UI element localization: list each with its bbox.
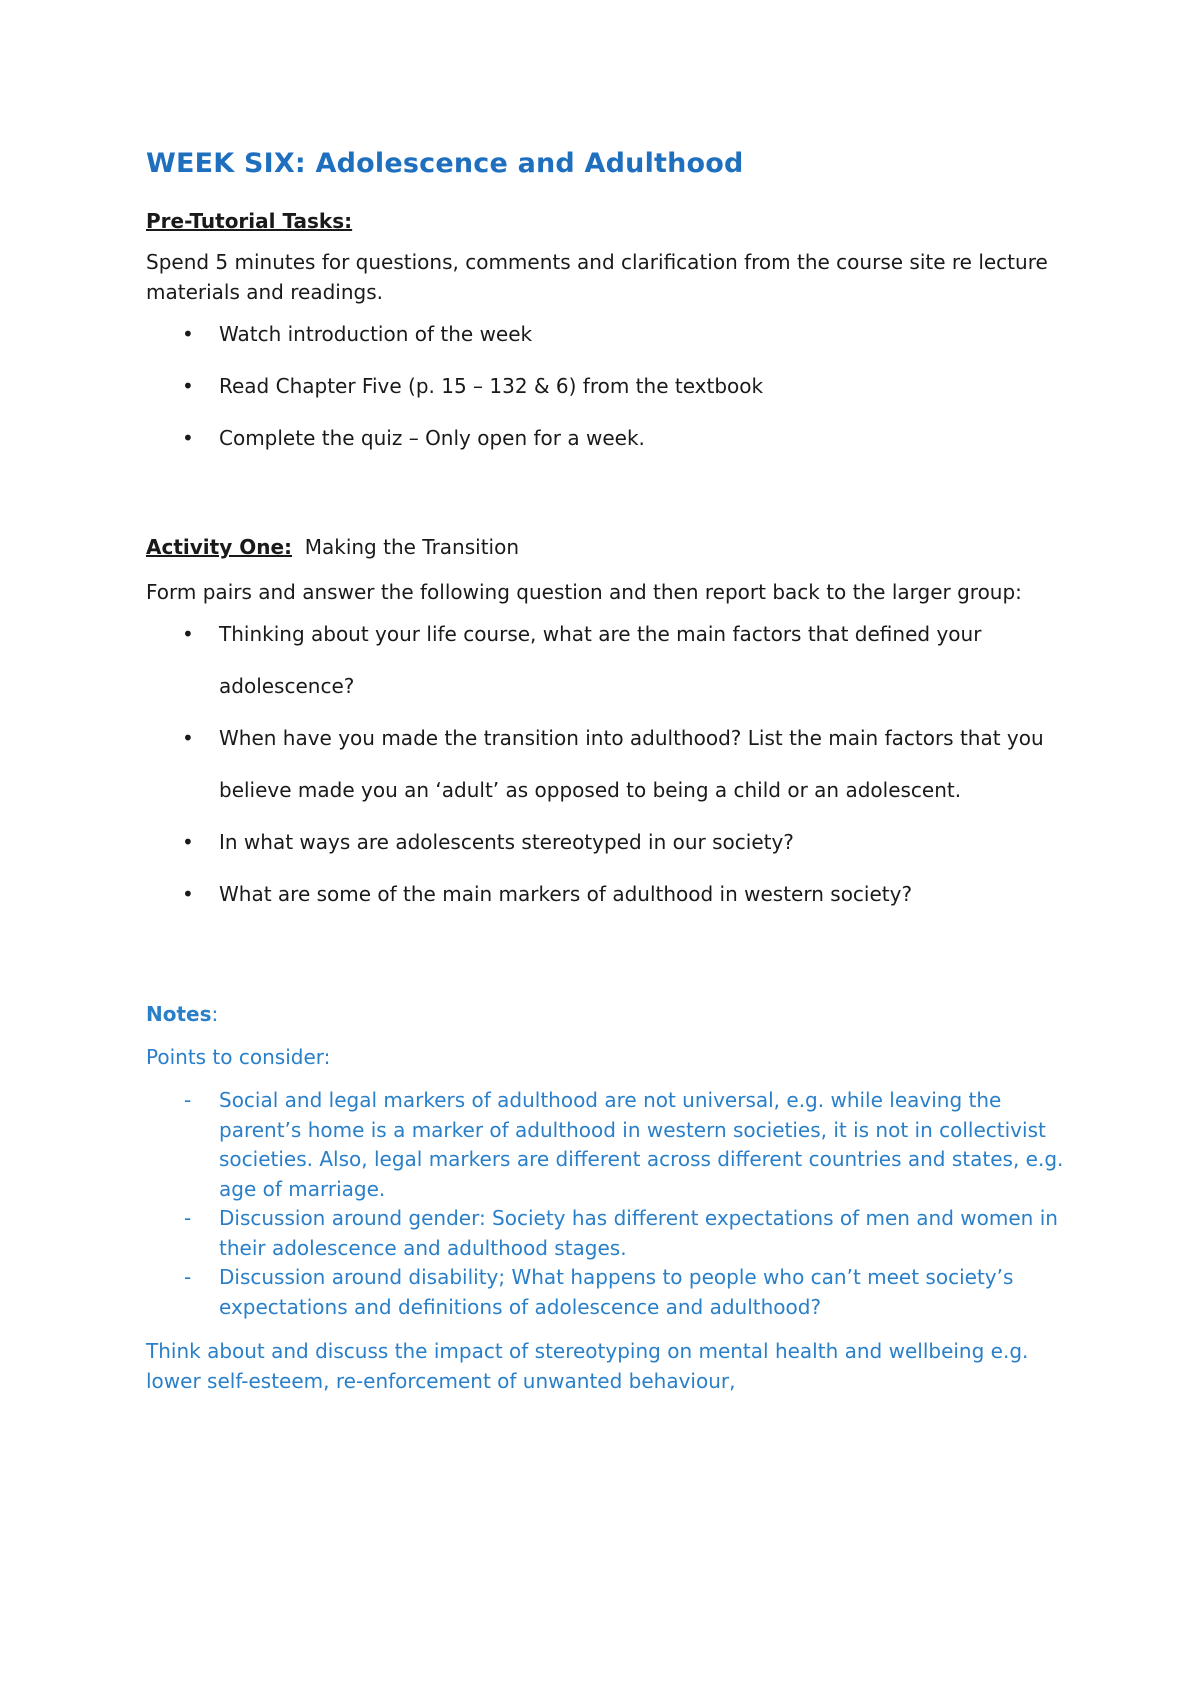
list-item-text: In what ways are adolescents stereotyped in our society? [219,830,794,854]
notes-list [146,1086,1076,1322]
notes-section [146,999,1086,1396]
list-item [146,1263,1076,1322]
list-item-text: Social and legal markers of adulthood are not universal, e.g. while leaving the parent’s home is a marker of adulthood in western societies, it is not in collectivist societies. Also, legal markers are different across different countries and states, e.g. age of marriage. [219,1088,1064,1201]
activity-one-list [146,608,1086,920]
bullet-icon: • [182,622,194,646]
list-item [146,424,1086,453]
bullet-icon: • [182,726,194,750]
dash-icon: - [184,1088,192,1112]
activity-one-heading: Activity One: [146,535,293,559]
activity-one-section [146,532,1086,920]
bullet-icon: • [182,426,194,450]
bullet-icon: • [182,830,194,854]
list-item [146,372,1086,401]
activity-one-intro: Form pairs and answer the following question and then report back to the larger group: [146,580,1022,604]
dash-icon: - [184,1206,192,1230]
list-item [146,1086,1076,1204]
pre-tutorial-section [146,209,1086,453]
list-item-text: Watch introduction of the week [219,322,533,346]
notes-closing: Think about and discuss the impact of stereotyping on mental health and wellbeing e.g. lower self-esteem, re-enforcement of unwanted behaviour, [146,1339,1029,1393]
bullet-icon: • [182,322,194,346]
list-item [146,868,1086,920]
dash-icon: - [184,1265,192,1289]
list-item [146,320,1086,349]
list-item [146,608,1059,712]
list-item [146,1204,1076,1263]
pre-tutorial-intro: Spend 5 minutes for questions, comments and clarification from the course site re lecture materials and readings. [146,250,1048,304]
document-page [146,130,1086,1396]
list-item-text: Complete the quiz – Only open for a week. [219,426,645,450]
list-item-text: Discussion around gender: Society has different expectations of men and women in their adolescence and adulthood stages. [219,1206,1058,1260]
document-title: WEEK SIX: Adolescence and Adulthood [146,148,744,179]
pre-tutorial-heading: Pre-Tutorial Tasks: [146,209,353,233]
bullet-icon: • [182,374,194,398]
notes-heading: Notes [146,1002,212,1026]
notes-heading-line [146,999,1086,1029]
bullet-icon: • [182,882,194,906]
list-item-text: What are some of the main markers of adulthood in western society? [219,882,913,906]
list-item [146,712,1089,816]
activity-one-heading-line [146,532,1086,562]
notes-colon: : [211,1002,219,1026]
list-item-text: Read Chapter Five (p. 15 – 132 & 6) from the textbook [219,374,764,398]
list-item-text: Discussion around disability; What happens to people who can’t meet society’s expectations and definitions of adolescence and adulthood? [219,1265,1014,1319]
list-item [146,816,1086,868]
list-item-text: When have you made the transition into adulthood? List the main factors that you believe made you an ‘adult’ as opposed to being a child or an adolescent. [219,726,1044,802]
activity-one-subtitle: Making the Transition [304,535,520,559]
pre-tutorial-list [146,320,1086,453]
list-item-text: Thinking about your life course, what are the main factors that defined your adolescence? [219,622,982,698]
notes-subheading: Points to consider: [146,1045,331,1069]
